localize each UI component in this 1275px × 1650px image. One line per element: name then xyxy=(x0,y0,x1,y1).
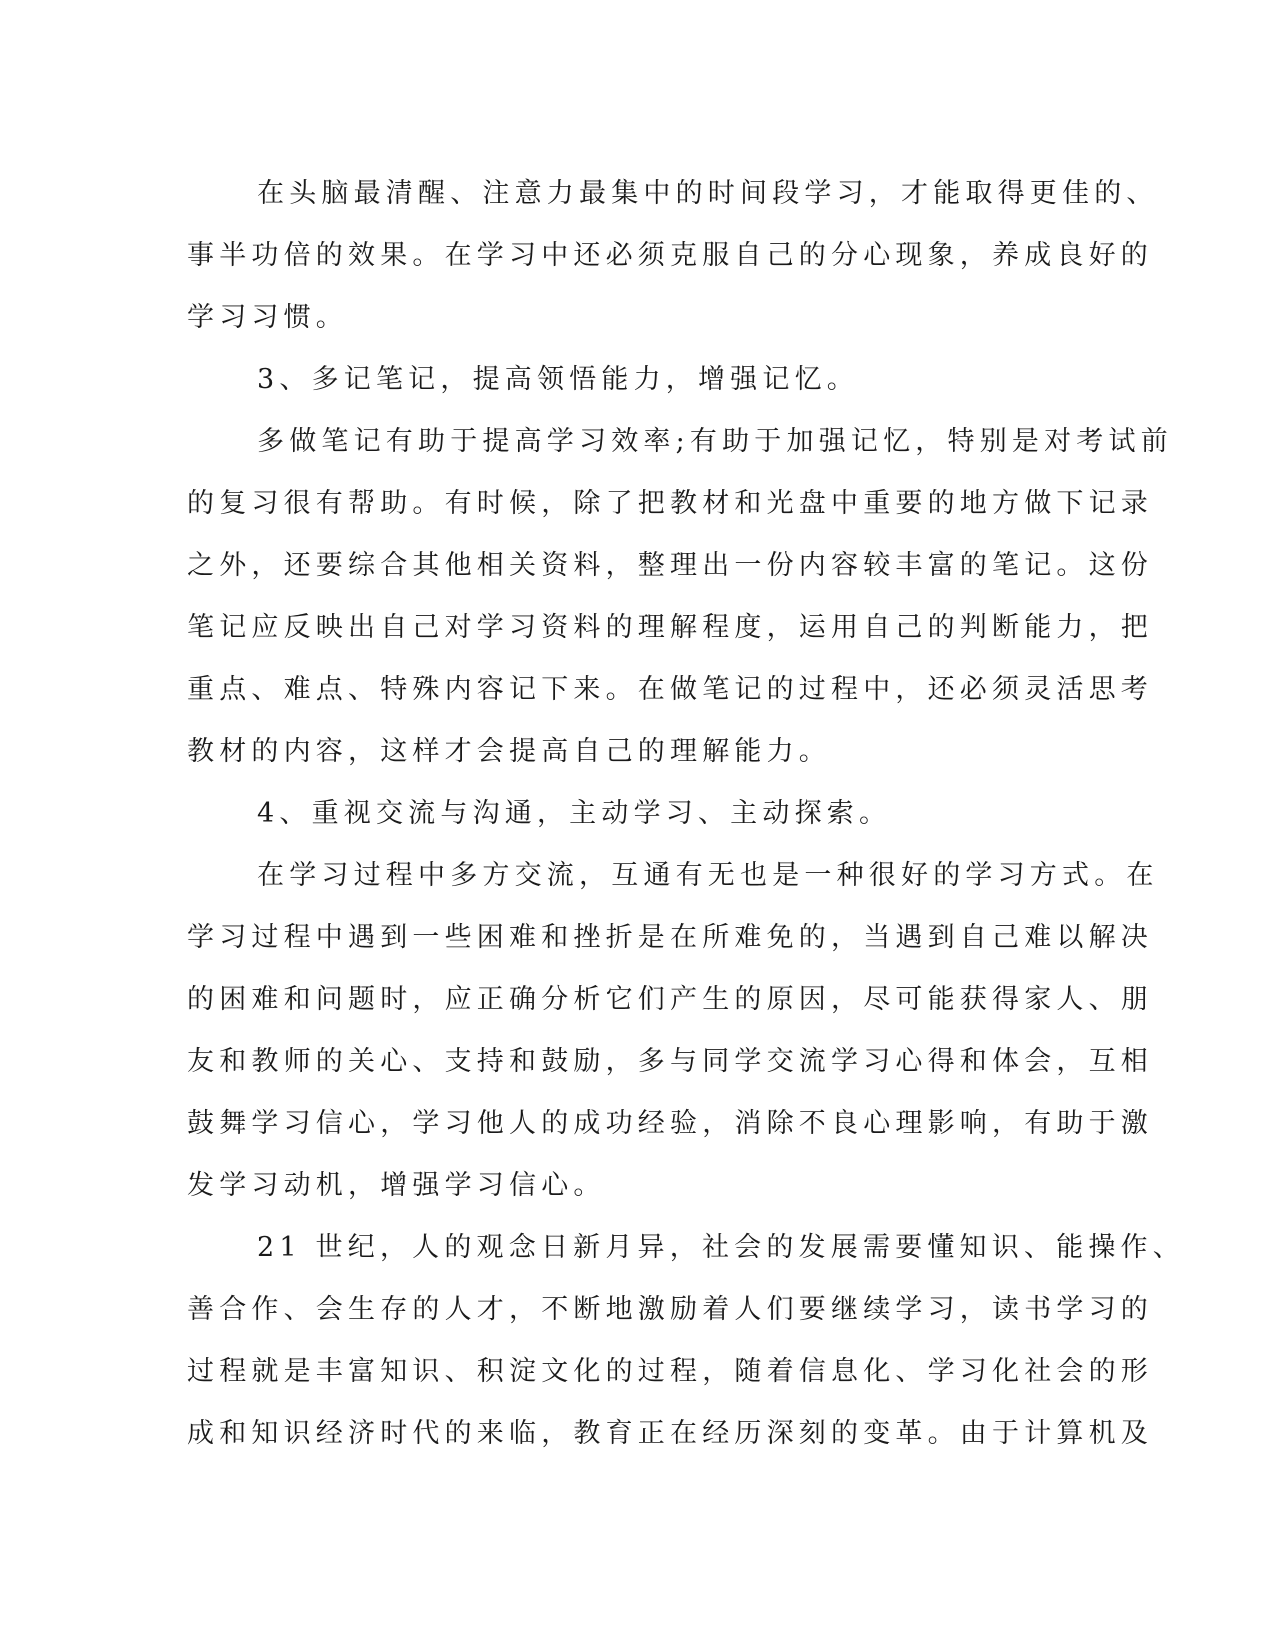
heading-communication xyxy=(187,783,1077,845)
text-line: 过程就是丰富知识、积淀文化的过程，随着信息化、学习化社会的形 xyxy=(187,1356,1153,1387)
text-line: 笔记应反映出自己对学习资料的理解程度，运用自己的判断能力，把 xyxy=(187,612,1153,643)
document-body xyxy=(187,163,1185,1465)
text-line: 教材的内容，这样才会提高自己的理解能力。 xyxy=(187,736,831,767)
text-line: 21 世纪，人的观念日新月异，社会的发展需要懂知识、能操作、 xyxy=(257,1232,1185,1263)
text-line: 在学习过程中多方交流，互通有无也是一种很好的学习方式。在 xyxy=(257,860,1159,891)
paragraph-communication xyxy=(187,845,1159,1217)
text-line: 发学习动机，增强学习信心。 xyxy=(187,1170,606,1201)
text-line: 事半功倍的效果。在学习中还必须克服自己的分心现象，养成良好的 xyxy=(187,240,1153,271)
paragraph-21st-century xyxy=(187,1217,1185,1465)
text-line: 的复习很有帮助。有时候，除了把教材和光盘中重要的地方做下记录 xyxy=(187,488,1153,519)
text-line: 学习过程中遇到一些困难和挫折是在所难免的，当遇到自己难以解决 xyxy=(187,922,1153,953)
section-heading: 3、多记笔记，提高领悟能力，增强记忆。 xyxy=(257,364,859,395)
paragraph-focus-time xyxy=(187,163,1159,349)
paragraph-notes xyxy=(187,411,1173,783)
text-line: 友和教师的关心、支持和鼓励，多与同学交流学习心得和体会，互相 xyxy=(187,1046,1153,1077)
heading-take-notes xyxy=(187,349,1077,411)
text-line: 多做笔记有助于提高学习效率;有助于加强记忆，特别是对考试前 xyxy=(257,426,1173,457)
text-line: 鼓舞学习信心，学习他人的成功经验，消除不良心理影响，有助于激 xyxy=(187,1108,1153,1139)
text-line: 学习习惯。 xyxy=(187,302,348,333)
text-line: 之外，还要综合其他相关资料，整理出一份内容较丰富的笔记。这份 xyxy=(187,550,1153,581)
text-line: 善合作、会生存的人才，不断地激励着人们要继续学习，读书学习的 xyxy=(187,1294,1153,1325)
text-line: 成和知识经济时代的来临，教育正在经历深刻的变革。由于计算机及 xyxy=(187,1418,1153,1449)
text-line: 重点、难点、特殊内容记下来。在做笔记的过程中，还必须灵活思考 xyxy=(187,674,1153,705)
text-line: 的困难和问题时，应正确分析它们产生的原因，尽可能获得家人、朋 xyxy=(187,984,1153,1015)
text-line: 在头脑最清醒、注意力最集中的时间段学习，才能取得更佳的、 xyxy=(257,178,1159,209)
section-heading: 4、重视交流与沟通，主动学习、主动探索。 xyxy=(257,798,892,829)
